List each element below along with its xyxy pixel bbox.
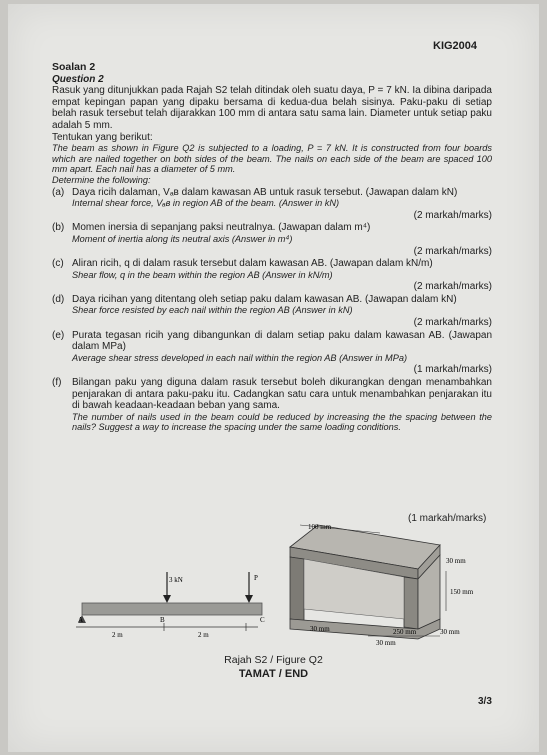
sub-question-a <box>52 187 492 222</box>
dim-label-30mm-bottom: 30 mm <box>376 639 396 647</box>
sub-question-d <box>52 294 492 329</box>
beam-diagram <box>76 572 265 639</box>
tentukan-label: Tentukan yang berikut: <box>52 131 153 143</box>
course-code: KIG2004 <box>433 40 478 52</box>
soalan-heading: Soalan 2 <box>52 61 96 73</box>
load-label-3kn: 3 kN <box>169 576 183 584</box>
beam-body <box>82 603 262 615</box>
item-label: (c) <box>52 258 64 270</box>
item-text-malay: Purata tegasan ricih yang dibangunkan di dalam setiap paku dalam kawasan AB. (Jawapan dalam MPa) <box>72 329 492 353</box>
page-number: 3/3 <box>478 696 492 707</box>
load-arrowhead-3kn <box>163 595 171 603</box>
sub-question-e <box>52 330 492 376</box>
exam-page <box>8 4 539 752</box>
sub-question-c <box>52 258 492 293</box>
item-text-malay: Daya ricihan yang ditentang oleh setiap paku dalam kawasan AB. (Jawapan dalam kN) <box>72 293 457 305</box>
span-label-1: 2 m <box>112 631 123 639</box>
dim-label-100mm: 100 mm <box>308 523 332 531</box>
sub-question-b <box>52 222 492 257</box>
item-text-english: Shear force resisted by each nail within the region AB (Answer in kN) <box>72 305 353 316</box>
item-label: (d) <box>52 293 65 305</box>
marks-label: (1 markah/marks) <box>413 364 492 376</box>
item-label: (e) <box>52 329 65 341</box>
intro-malay: Rasuk yang ditunjukkan pada Rajah S2 telah ditindak oleh suatu daya, P = 7 kN. Ia dibina daripada empat kepingan papan yang dipaku bersama di kedua-dua belah sisinya. Paku-paku di setiap belah rasuk tersebut telah dijarakkan 100 mm di antara satu sama lain. Diameter untuk setiap paku adalah 5 mm. <box>52 85 492 131</box>
item-text-malay: Bilangan paku yang diguna dalam rasuk tersebut boleh dikurangkan dengan menambahkan penjarakan di antara paku-paku itu. Cadangkan satu cara untuk menambahkan penjarakan itu di bawah keadaan-keadaan beban yang sama. <box>72 377 492 412</box>
item-text-malay: Aliran ricih, q di dalam rasuk tersebut dalam kawasan AB. (Jawapan dalam kN/m) <box>72 258 433 270</box>
item-text-english: Shear flow, q in the beam within the region AB (Answer in kN/m) <box>72 269 333 280</box>
item-text-english: Moment of inertia along its neutral axis (Answer in m⁴) <box>72 233 293 244</box>
figure-caption: Rajah S2 / Figure Q2 <box>224 654 323 666</box>
load-label-p: P <box>254 574 258 582</box>
dim-label-150mm: 150 mm <box>450 588 474 596</box>
question-heading: Question 2 <box>52 73 104 85</box>
dim-label-30mm-right: 30 mm <box>440 628 460 636</box>
item-text-english: Internal shear force, Vₐʙ in region AB of the beam. (Answer in kN) <box>72 198 340 209</box>
marks-label: (2 markah/marks) <box>413 281 492 293</box>
sub-question-f <box>52 377 492 433</box>
span-label-2: 2 m <box>198 631 209 639</box>
item-text-english: Average shear stress developed in each nail within the region AB (Answer in MPa) <box>72 352 408 363</box>
point-label-a: A <box>78 616 84 624</box>
marks-label: (2 markah/marks) <box>413 317 492 329</box>
item-label: (f) <box>52 377 62 389</box>
marks-label: (2 markah/marks) <box>413 245 492 257</box>
load-arrowhead-p <box>245 595 253 603</box>
determine-label: Determine the following: <box>52 174 151 185</box>
item-text-malay: Daya ricih dalaman, Vₐʙ dalam kawasan AB untuk rasuk tersebut. (Jawapan dalam kN) <box>72 186 458 198</box>
dim-label-30mm-top: 30 mm <box>446 557 466 565</box>
point-label-b: B <box>160 616 165 624</box>
dim-label-30mm-left: 30 mm <box>310 625 330 633</box>
marks-label-f: (1 markah/marks) <box>408 513 487 524</box>
figure-q2 <box>68 519 498 659</box>
item-label: (a) <box>52 186 65 198</box>
point-label-c: C <box>260 616 265 624</box>
item-label: (b) <box>52 222 65 234</box>
intro-english: The beam as shown in Figure Q2 is subjected to a loading, P = 7 kN. It is constructed from four boards which are nailed together on both sides of the beam. The nails on each side of the beam are spaced 100 mm apart. Each nail has a diameter of 5 mm. <box>52 143 492 175</box>
item-text-english: The number of nails used in the beam could be reduced by increasing the the spacing between the nails? Suggest a way to increase the spacing under the same loading conditions. <box>72 411 492 433</box>
end-label: TAMAT / END <box>238 668 309 680</box>
dim-label-250mm: 250 mm <box>393 628 417 636</box>
marks-label: (2 markah/marks) <box>413 209 492 221</box>
box-section-drawing <box>290 523 474 647</box>
question-body <box>52 62 492 433</box>
item-text-malay: Momen inersia di sepanjang paksi neutralnya. (Jawapan dalam m⁴) <box>72 222 371 234</box>
